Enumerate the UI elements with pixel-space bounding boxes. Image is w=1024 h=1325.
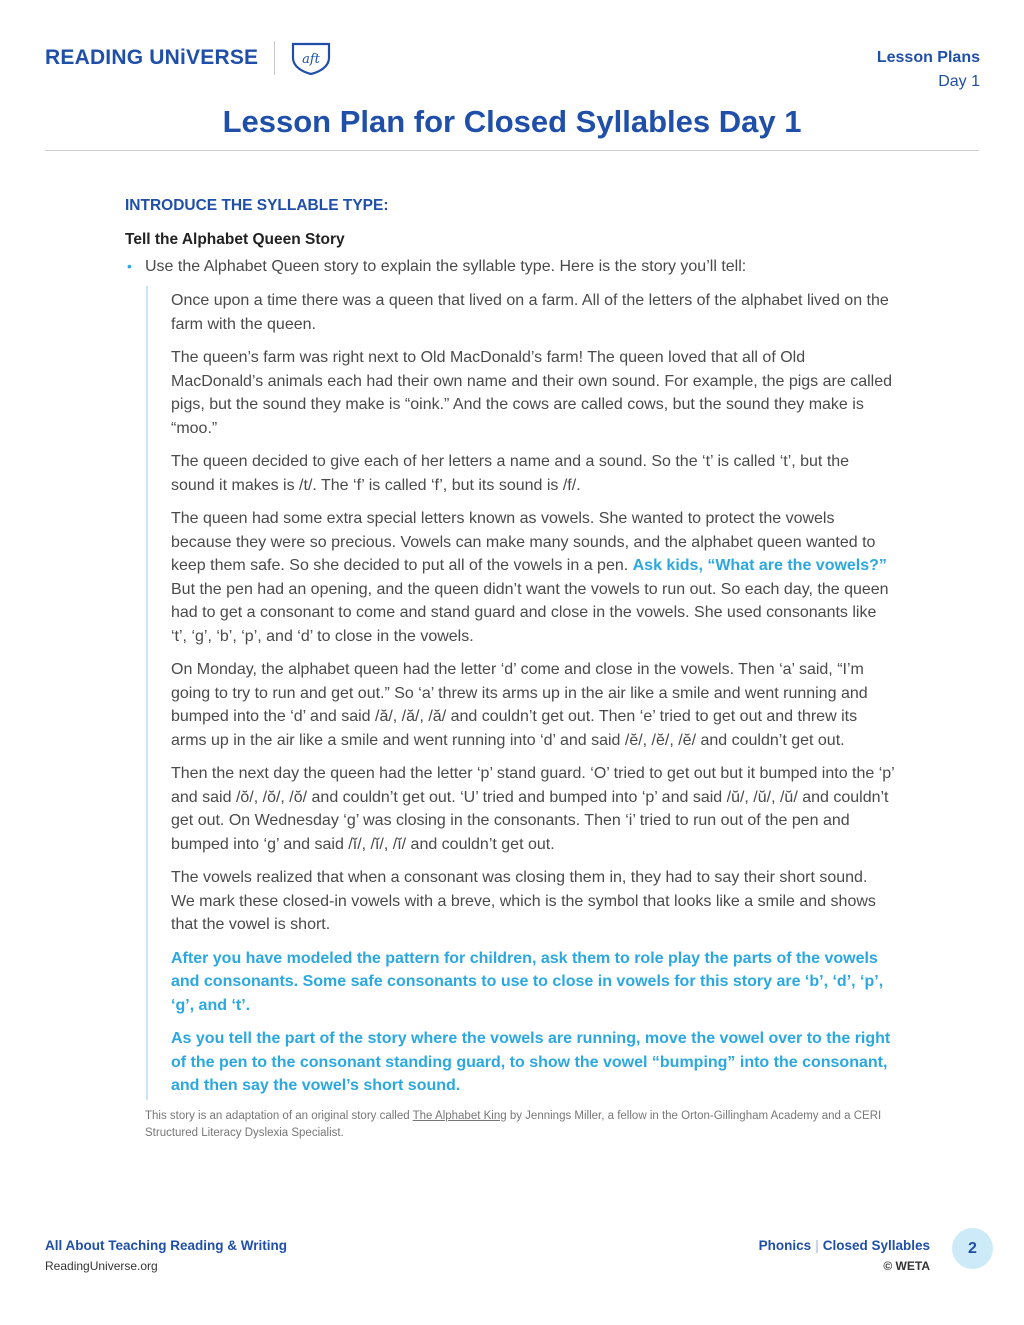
footnote — [125, 1108, 885, 1142]
story-paragraph-5: On Monday, the alphabet queen had the letter ‘d’ come and close in the vowels. Then ‘a’ said, “I’m going to try to run and get out.” So ‘a’ threw its arms up in the air like a smile and went running and bumped into the ‘d’ and said /ă/, /ă/, /ă/ and couldn’t get out. Then ‘e’ tried to get out and threw its arms up in the air like a smile and went running into ‘d’ and said /ĕ/, /ĕ/, /ĕ/ and couldn’t get out. — [171, 661, 868, 749]
bullet-text: Use the Alphabet Queen story to explain the syllable type. Here is the story you’ll tell: — [145, 258, 747, 275]
footer-phonics: Phonics — [758, 1238, 812, 1253]
footer-breadcrumb — [759, 1236, 930, 1256]
teacher-callout-2: As you tell the part of the story where the vowels are running, move the vowel over to the right of the pen to the consonant standing guard, to show the vowel “bumping” into the consonant, and then say the vowel’s short sound. — [171, 1030, 891, 1094]
aft-logo-text: aft — [302, 52, 321, 67]
footnote-story-link[interactable]: The Alphabet King — [412, 1109, 507, 1122]
footnote-start: This story is an adaptation of an original story called — [145, 1109, 413, 1122]
aft-shield-icon — [289, 41, 333, 75]
bullet-item — [125, 255, 895, 278]
footer-right — [759, 1236, 930, 1276]
teacher-callout-1: After you have modeled the pattern for children, ask them to role play the parts of the vowels and consonants. Some safe consonants to use to close in vowels for this story are ‘b’, ‘d’, ‘p’, ‘g’, and ‘t’. — [171, 949, 884, 1014]
ask-kids-prompt: Ask kids, “What are the vowels?” — [632, 557, 887, 574]
story-paragraph-3: The queen decided to give each of her letters a name and a sound. So the ‘t’ is called ‘t’, but the sound it makes is /t/. The ‘f’ is called ‘f’, but its sound is /f/. — [171, 453, 850, 494]
footer-series-title: All About Teaching Reading & Writing — [45, 1238, 287, 1253]
footer-site-link[interactable]: ReadingUniverse.org — [45, 1259, 158, 1273]
footer-left — [45, 1236, 287, 1276]
story-paragraph-7: The vowels realized that when a consonant was closing them in, they had to say their short sound. We mark these closed-in vowels with a breve, which is the symbol that looks like a smile and shows that the vowel is short. — [171, 869, 876, 933]
footer-separator: | — [815, 1238, 819, 1253]
lesson-plans-label: Lesson Plans — [876, 49, 980, 66]
page-title: Lesson Plan for Closed Syllables Day 1 — [222, 104, 802, 139]
logo-text: READING UNiVERSE — [45, 46, 259, 69]
section-heading: INTRODUCE THE SYLLABLE TYPE: — [125, 197, 389, 214]
story-paragraph-6: Then the next day the queen had the letter ‘p’ stand guard. ‘O’ tried to get out but it bumped into the ‘p’ and said /ŏ/, /ŏ/, /ŏ/ and couldn’t get out. ‘U’ tried and bumped into ‘p’ and said /ŭ/, /ŭ/, /ŭ/ and couldn’t get out. On Wednesday ‘g’ was closing in the consonants. Then ‘i’ tried to run out of the pen and bumped into ‘g’ and said /ĭ/, /ĭ/, /ĭ/ and couldn’t get out. — [171, 765, 895, 853]
page-number-badge: 2 — [952, 1228, 993, 1269]
sub-heading: Tell the Alphabet Queen Story — [125, 231, 345, 248]
footer-topic: Closed Syllables — [822, 1238, 930, 1253]
story-paragraph-4-start: The queen had some extra special letters known as vowels. She wanted to protect the vowels because they were so precious. Vowels can make many sounds, and the alphabet queen wanted to keep them safe. So she decided to put all of the vowels in a pen. — [171, 510, 876, 574]
main-content — [125, 197, 895, 1142]
story-paragraph-4 — [171, 507, 895, 648]
day-label: Day 1 — [938, 73, 980, 90]
story-paragraph-4-end: But the pen had an opening, and the queen didn’t want the vowels to run out. So each day, the queen had to get a consonant to come and stand guard and close in the vowels. She used consonants like ‘t’, ‘g’, ‘b’, ‘p’, and ‘d’ to close in the vowels. — [171, 580, 889, 645]
bullet-dot-icon: • — [127, 258, 132, 274]
footnote-end: by Jennings Miller, a fellow in the Orton-Gillingham Academy and a CERI Structured Literacy Dyslexia Specialist. — [145, 1109, 882, 1139]
story-paragraph-2: The queen’s farm was right next to Old MacDonald’s farm! The queen loved that all of Old MacDonald’s animals each had their own name and their own sound. For example, the pigs are called pigs, but the sound they make is “oink.” And the cows are called cows, but the sound they make is “moo.” — [171, 349, 892, 437]
title-divider — [45, 150, 979, 151]
header-lesson-label — [877, 46, 980, 94]
story-block — [146, 286, 895, 1100]
story-paragraph-1: Once upon a time there was a queen that lived on a farm. All of the letters of the alphabet lived on the farm with the queen. — [171, 292, 889, 333]
reading-universe-logo — [45, 40, 333, 76]
logo-divider — [274, 41, 275, 75]
footer-copyright: © WETA — [883, 1259, 930, 1273]
